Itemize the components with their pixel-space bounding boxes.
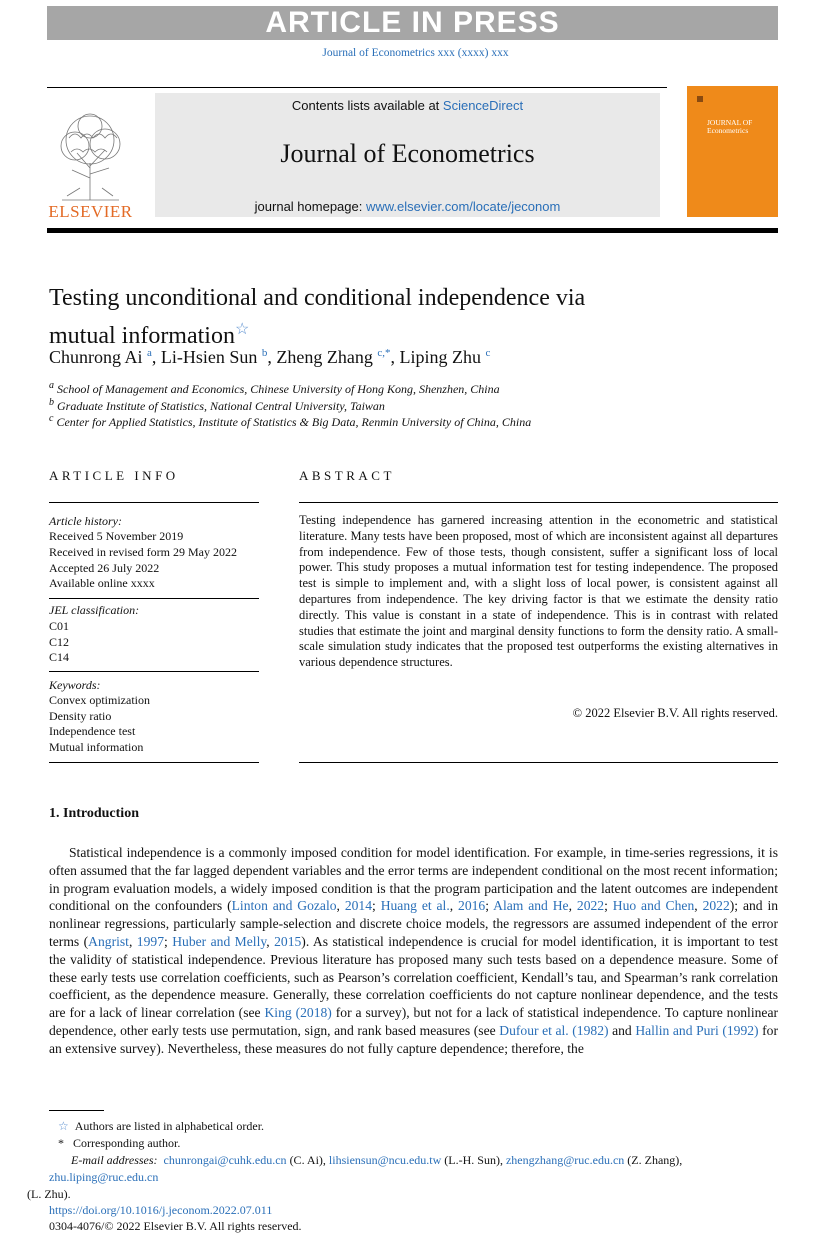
citation-year-link[interactable]: 1997 xyxy=(136,933,164,949)
jel-code: C01 xyxy=(49,619,70,633)
citation-year-link[interactable]: 2015 xyxy=(274,933,302,949)
abstract-text: Testing independence has garnered increasing attention in the econometric and statistical literature. Many tests have been proposed, most of which are inconsistent against all departures from independence. Few of those tests, though consistent, suffer a significant loss of local power. This study proposes a mutual information test for testing independence. The proposed test is simple to implement and, with a slight loss of local power, is consistent against all departures from independence. The key driving factor is that we estimate the density ratio directly. This value is constant in a state of independence. This is in contrast with related studies that estimate the joint and marginal density functions to form the density ratio. A small-scale simulation study indicates that the proposed test outperforms the existing alternatives in various dependence structures. xyxy=(299,513,778,670)
affiliation: $^c$ Center for Applied Statistics, Institute of Statistics & Big Data, Renmin University of China, China xyxy=(49,413,532,429)
footnote-emails: E-mail addresses: chunrongai@cuhk.edu.cn (C. Ai), lihsiensun@ncu.edu.tw (L.-H. Sun), zhengzhang@ruc.edu.cn (Z. Zhang), zhu.liping@ruc.edu.cn (L. Zhu). xyxy=(27,1153,683,1201)
author-list: Chunrong Ai $^a$, Li-Hsien Sun $^b$, Zheng Zhang $^{c,*}$, Liping Zhu $^c$ xyxy=(49,347,491,367)
citation-link[interactable]: King (2018) xyxy=(264,1005,332,1021)
sciencedirect-link[interactable]: ScienceDirect xyxy=(442,98,524,113)
email-link[interactable]: chunrongai@cuhk.edu.cn xyxy=(163,1153,287,1167)
history-item: Accepted 26 July 2022 xyxy=(49,561,160,575)
footnote-rule xyxy=(49,1110,104,1111)
homepage-line xyxy=(155,199,660,214)
article-info-rule xyxy=(49,762,259,763)
author-affil-sup[interactable]: c xyxy=(485,347,491,359)
article-info-rule xyxy=(49,671,259,672)
cover-title: JOURNAL OF Econometrics xyxy=(707,118,753,135)
section-heading-introduction: 1. Introduction xyxy=(49,806,139,821)
introduction-paragraph: Statistical independence is a commonly imposed condition for model identification. For example, in time-series regressions, it is often assumed that the far lagged dependent variables and the error terms are independent conditional on the most recent information; in program evaluation models, a widely imposed condition is that the program participation and the latent outcomes are independent conditional on the confounders (Linton and Gozalo, 2014; Huang et al., 2016; Alam and He, 2022; Huo and Chen, 2022); and in nonlinear regressions, particularly sample-selection and discrete choice models, the regressors are assumed independent of the error terms (Angrist, 1997; Huber and Melly, 2015). As statistical independence is crucial for model identification, it is important to test the validity of statistical independence. Previous literature has proposed many such tests based on a dependence measure. Some of these early tests use correlation coefficients, such as Pearson’s correlation coefficient, Kendall’s tau, and Spearman’s rank correlation coefficient, as the dependence measure. Generally, these correlation coefficients do not capture nonlinear dependence, and the tests are for a lack of linear correlation (see King (2018) for a survey), but not for a lack of statistical independence. To capture nonlinear dependence, other early tests use permutation, sign, and rank based measures (see Dufour et al. (1982) and Hallin and Puri (1992) for an extensive survey). Nevertheless, these measures do not fully capture dependence; therefore, the xyxy=(49,845,779,1056)
header-top-rule xyxy=(47,87,667,88)
history-item: Received in revised form 29 May 2022 xyxy=(49,545,237,559)
author-affil-sup[interactable]: c,* xyxy=(377,347,391,359)
abstract-heading: ABSTRACT xyxy=(299,468,395,483)
author-name[interactable]: Liping Zhu xyxy=(399,347,482,367)
contents-line xyxy=(155,98,660,113)
article-info-rule xyxy=(49,598,259,599)
contents-prefix: Contents lists available at xyxy=(291,98,443,113)
footnote-corresponding: * Corresponding author. xyxy=(58,1136,181,1150)
abstract-bottom-rule xyxy=(299,762,778,763)
email-link[interactable]: lihsiensun@ncu.edu.tw xyxy=(328,1153,442,1167)
footnote-star: ☆ Authors are listed in alphabetical order. xyxy=(58,1119,265,1133)
affiliation: $^b$ Graduate Institute of Statistics, National Central University, Taiwan xyxy=(49,397,385,413)
doi-link[interactable]: https://doi.org/10.1016/j.jeconom.2022.07.011 xyxy=(49,1203,273,1217)
citation-link[interactable]: Huber and Melly xyxy=(172,933,267,949)
journal-reference-link[interactable]: Journal of Econometrics xxx (xxxx) xxx xyxy=(322,47,509,59)
article-title: Testing unconditional and conditional independence via mutual information☆ xyxy=(49,285,586,349)
article-info-heading: ARTICLE INFO xyxy=(49,468,179,483)
author-affil-sup[interactable]: b xyxy=(261,347,268,359)
jel-code: C12 xyxy=(49,635,70,649)
citation-year-link[interactable]: 2022 xyxy=(702,898,730,914)
jel-label: JEL classification: xyxy=(49,603,140,617)
author-affil-sup[interactable]: a xyxy=(147,347,152,359)
homepage-link[interactable]: www.elsevier.com/locate/jeconom xyxy=(365,199,561,214)
article-info-rule xyxy=(49,502,259,503)
history-item: Received 5 November 2019 xyxy=(49,529,184,543)
journal-cover-thumbnail[interactable] xyxy=(687,86,778,217)
cover-emblem xyxy=(697,96,703,102)
keyword: Independence test xyxy=(49,724,136,738)
header-bottom-rule xyxy=(47,228,778,233)
citation-link[interactable]: Huang et al. xyxy=(380,898,450,914)
history-item: Available online xxxx xyxy=(49,576,155,590)
author-name[interactable]: Zheng Zhang xyxy=(276,347,373,367)
email-link[interactable]: zhengzhang@ruc.edu.cn xyxy=(505,1153,625,1167)
abstract-rule xyxy=(299,502,778,503)
article-in-press-banner: ARTICLE IN PRESS xyxy=(47,6,778,40)
keyword: Density ratio xyxy=(49,709,112,723)
author-name[interactable]: Chunrong Ai xyxy=(49,347,143,367)
jel-code: C14 xyxy=(49,650,70,664)
citation-year-link[interactable]: 2022 xyxy=(576,898,605,914)
title-footnote-star[interactable]: ☆ xyxy=(234,321,250,338)
abstract-copyright: © 2022 Elsevier B.V. All rights reserved. xyxy=(572,706,778,720)
homepage-prefix: journal homepage: xyxy=(254,199,366,214)
history-label: Article history: xyxy=(49,514,122,528)
citation-year-link[interactable]: 2014 xyxy=(344,898,373,914)
citation-link[interactable]: Angrist xyxy=(88,933,129,949)
citation-year-link[interactable]: 2016 xyxy=(458,898,486,914)
keywords-label: Keywords: xyxy=(49,678,101,692)
author-name[interactable]: Li-Hsien Sun xyxy=(160,347,258,367)
citation-link[interactable]: Hallin and Puri (1992) xyxy=(635,1022,759,1038)
citation-link[interactable]: Alam and He xyxy=(493,898,569,914)
affiliation: $^a$ School of Management and Economics, Chinese University of Hong Kong, Shenzhen, China xyxy=(49,380,500,396)
citation-link[interactable]: Huo and Chen xyxy=(612,898,695,914)
keyword: Convex optimization xyxy=(49,693,150,707)
citation-link[interactable]: Linton and Gozalo xyxy=(231,898,337,914)
email-link[interactable]: zhu.liping@ruc.edu.cn xyxy=(49,1170,159,1184)
journal-name: Journal of Econometrics xyxy=(280,139,535,168)
citation-link[interactable]: Dufour et al. (1982) xyxy=(499,1022,609,1038)
keyword: Mutual information xyxy=(49,740,144,754)
elsevier-wordmark: ELSEVIER xyxy=(48,202,133,221)
issn-line: 0304-4076/© 2022 Elsevier B.V. All rights reserved. xyxy=(49,1219,302,1233)
